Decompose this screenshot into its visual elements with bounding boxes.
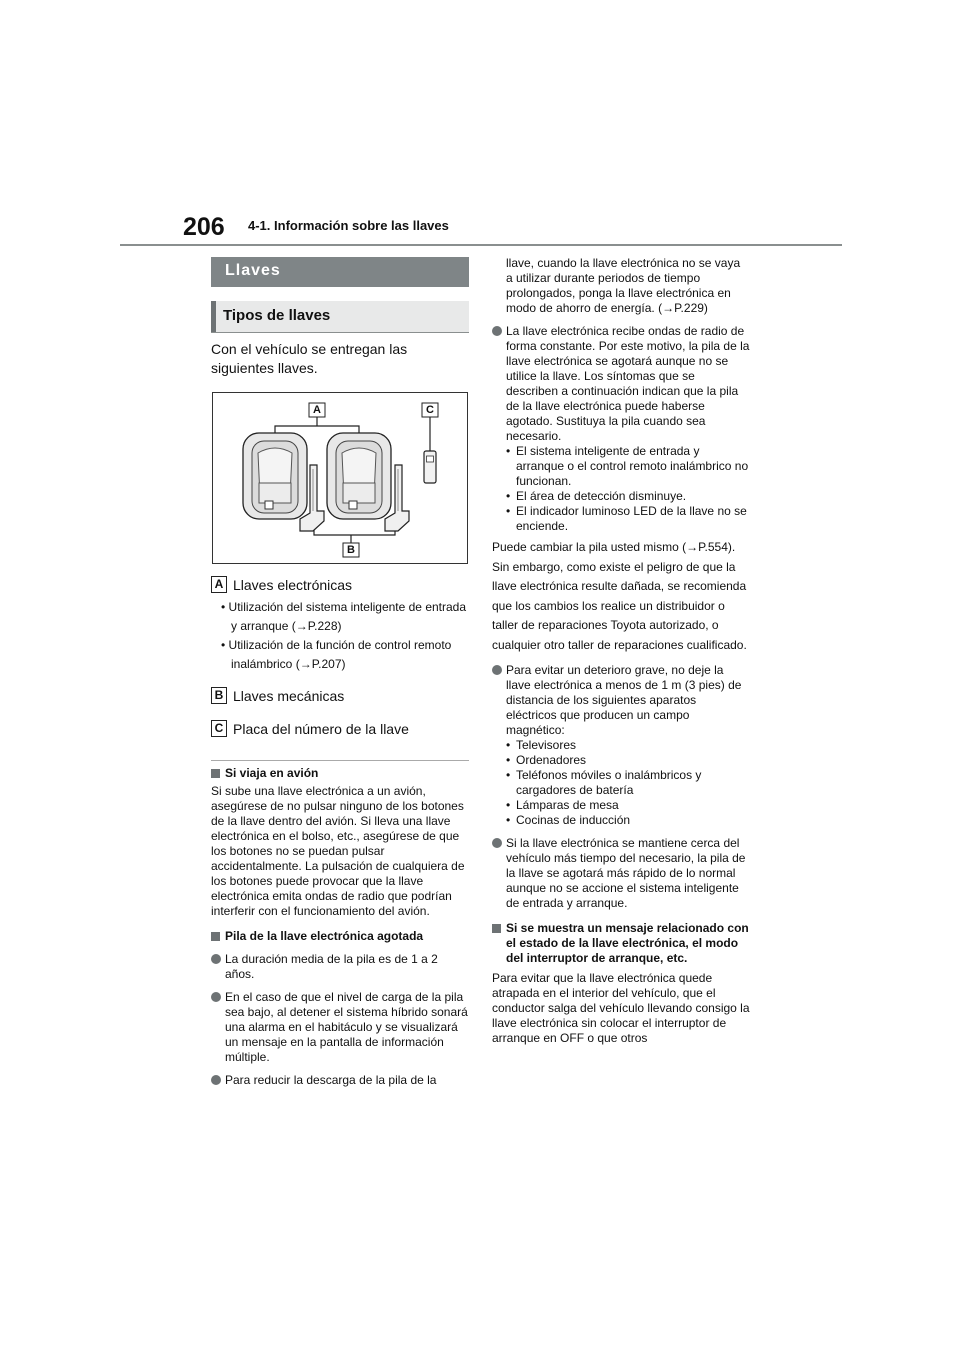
pila-item-2: En el caso de que el nivel de carga de la pila sea bajo, al detener el sistema híbrido sonará una alarma en el habitáculo y se visualizará un mensaje en la pantalla de información múltiple. — [211, 990, 469, 1065]
key-number-plate — [424, 451, 436, 483]
note-heading-avion: Si viaja en avión — [211, 766, 469, 781]
note-body-mensaje: Para evitar que la llave electrónica quede atrapada en el interior del vehículo, que el conductor salga del vehículo llevando consigo la llave electrónica sin colocar el interruptor de arranque en OFF o que otros — [492, 971, 750, 1045]
keys-drawing — [213, 393, 469, 565]
device-1: • Televisores — [492, 738, 750, 753]
device-4: • Lámparas de mesa — [492, 798, 750, 813]
electronic-key-2 — [327, 433, 391, 519]
legend-a-bullets — [211, 598, 469, 674]
legend-b — [211, 687, 469, 706]
symptom-3: • El indicador luminoso LED de la llave no se enciende. — [492, 504, 750, 534]
device-3: • Teléfonos móviles o inalámbricos y cargadores de batería — [492, 768, 750, 798]
legend-a-bullet-2: • Utilización de la función de control remoto inalámbrico (→P.207) — [221, 638, 452, 671]
right-notes — [492, 256, 750, 1046]
legend-a-label: Llaves electrónicas — [233, 577, 353, 593]
legend-a-letter: A — [211, 576, 227, 593]
left-notes — [211, 766, 469, 1088]
radio-item: La llave electrónica recibe ondas de radio de forma constante. Por este motivo, la pila de la llave electrónica se agotará aunque no se utilice la llave. Los síntomas que se describen a continuación indican que la pila de la llave electrónica puede haberse agotado. Sustituya la pila cuando sea necesario. — [492, 324, 750, 444]
callout-b-label: B — [347, 544, 355, 556]
legend-a-bullet-1: • Utilización del sistema inteligente de entrada y arranque (→P.228) — [221, 600, 467, 633]
cambiar-text: Puede cambiar la pila usted mismo (→P.554). Sin embargo, como existe el peligro de que la llave electrónica resulte dañada, se recomienda que los cambios los realice un distribuidor o taller de reparaciones Toyota autorizado, o cualquier otro taller de reparaciones cualificado. — [492, 540, 747, 652]
page-number: 206 — [183, 213, 225, 241]
symptom-2: • El área de detección disminuye. — [492, 489, 750, 504]
chapter-banner: Llaves — [211, 257, 469, 287]
section-title: 4-1. Información sobre las llaves — [248, 218, 449, 233]
intro-text: Con el vehículo se entregan las siguientes llaves. — [211, 341, 408, 376]
keys-illustration — [212, 392, 468, 564]
subhead-rule — [211, 332, 469, 333]
note-heading-mensaje: Si se muestra un mensaje relacionado con el estado de la llave electrónica, el modo del interruptor de arranque, etc. — [492, 921, 750, 966]
subsection-heading-text: Tipos de llaves — [223, 307, 331, 324]
device-2: • Ordenadores — [492, 753, 750, 768]
deterioro-item: Para evitar un deterioro grave, no deje la llave electrónica a menos de 1 m (3 pies) de distancia de los siguientes aparatos eléctricos que producen un campo magnético: — [492, 663, 750, 738]
continued-text: llave, cuando la llave electrónica no se vaya a utilizar durante periodos de tiempo prolongados, ponga la llave electrónica en modo de ahorro de energía. (→P.229) — [506, 256, 741, 315]
note-heading-pila: Pila de la llave electrónica agotada — [211, 929, 469, 944]
legend-c-label: Placa del número de la llave — [233, 721, 409, 737]
pila-item-3: Para reducir la descarga de la pila de la — [211, 1073, 469, 1088]
legend-c — [211, 720, 469, 739]
note-body-avion: Si sube una llave electrónica a un avión, asegúrese de no pulsar ninguno de los botones de la llave dentro del avión. Si lleva una llave electrónica en el bolso, etc., asegúrese de que los botones no se puedan pulsar accidentalmente. La pulsación de cualquiera de los botones puede provocar que la llave electrónica emita ondas de radio que podrían interferir con el funcionamiento del avión. — [211, 784, 465, 918]
device-5: • Cocinas de inducción — [492, 813, 750, 828]
legend-a — [211, 576, 469, 595]
subhead-marker — [211, 301, 216, 332]
symptom-1: • El sistema inteligente de entrada y arranque o el control remoto inalámbrico no funcionan. — [492, 444, 750, 489]
header-rule — [120, 244, 842, 246]
pila-item-1: La duración media de la pila es de 1 a 2 años. — [211, 952, 469, 982]
callout-c-label: C — [426, 404, 434, 416]
electronic-key-1 — [243, 433, 307, 519]
cerca-item: Si la llave electrónica se mantiene cerca del vehículo más tiempo del necesario, la pila de la llave se agotará más rápido de lo normal aunque no se accione el sistema inteligente de entrada y arranque. — [492, 836, 750, 911]
legend-b-letter: B — [211, 687, 227, 704]
subsection-heading — [211, 301, 469, 332]
callout-a-label: A — [313, 404, 321, 416]
notes-divider — [211, 760, 469, 761]
legend-c-letter: C — [211, 720, 227, 737]
legend-b-label: Llaves mecánicas — [233, 688, 345, 704]
